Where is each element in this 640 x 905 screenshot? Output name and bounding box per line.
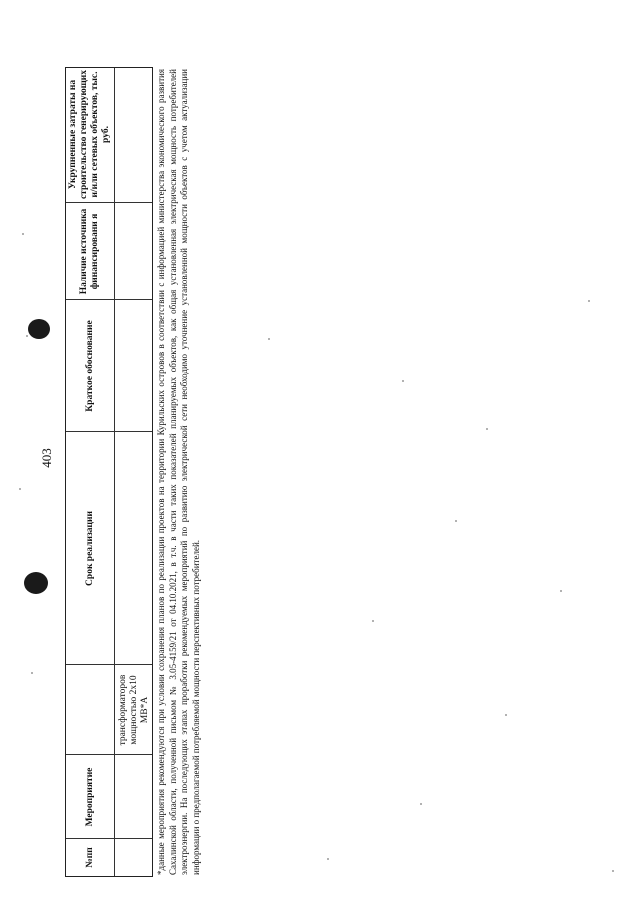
page-number: 403 [39, 448, 54, 468]
measures-table [65, 67, 153, 877]
row-measure-continuation: трансформаторов мощностью 2х10 МВ*А [118, 674, 150, 746]
header-term: Срок реализации [84, 511, 95, 586]
punch-hole-top [28, 319, 50, 339]
header-measure: Мероприятие [84, 767, 95, 827]
header-num: №пп [84, 847, 95, 868]
header-costs: Укрупненные затраты на строительство генерирующих и/или сетевых объектов, тыс. руб. [68, 69, 111, 200]
punch-hole-bottom [24, 572, 48, 594]
footnote: *данные мероприятия рекомендуются при условии сохранения планов по реализации проектов на территории Курильских островов в соответствии с информацией министерства экономического развития Сахалинской области, полученной письмом № 3.05-4159/21 от 04.10.2021, в т.ч. в части таких показателей планируемых объектов, как общая установленная электрическая мощность потребителей электроэнергии. На последующих этапах проработки рекомендуемых мероприятий по развитию электрической сети необходимо уточнение установленной мощности объектов с учетом актуализации информации о предполагаемой потребляемой мощности перспективных потребителей. [156, 69, 201, 875]
header-funding: Наличие источника финансировани я [79, 208, 100, 295]
rotated-content [65, 67, 225, 877]
header-basis: Краткое обоснование [84, 320, 95, 412]
